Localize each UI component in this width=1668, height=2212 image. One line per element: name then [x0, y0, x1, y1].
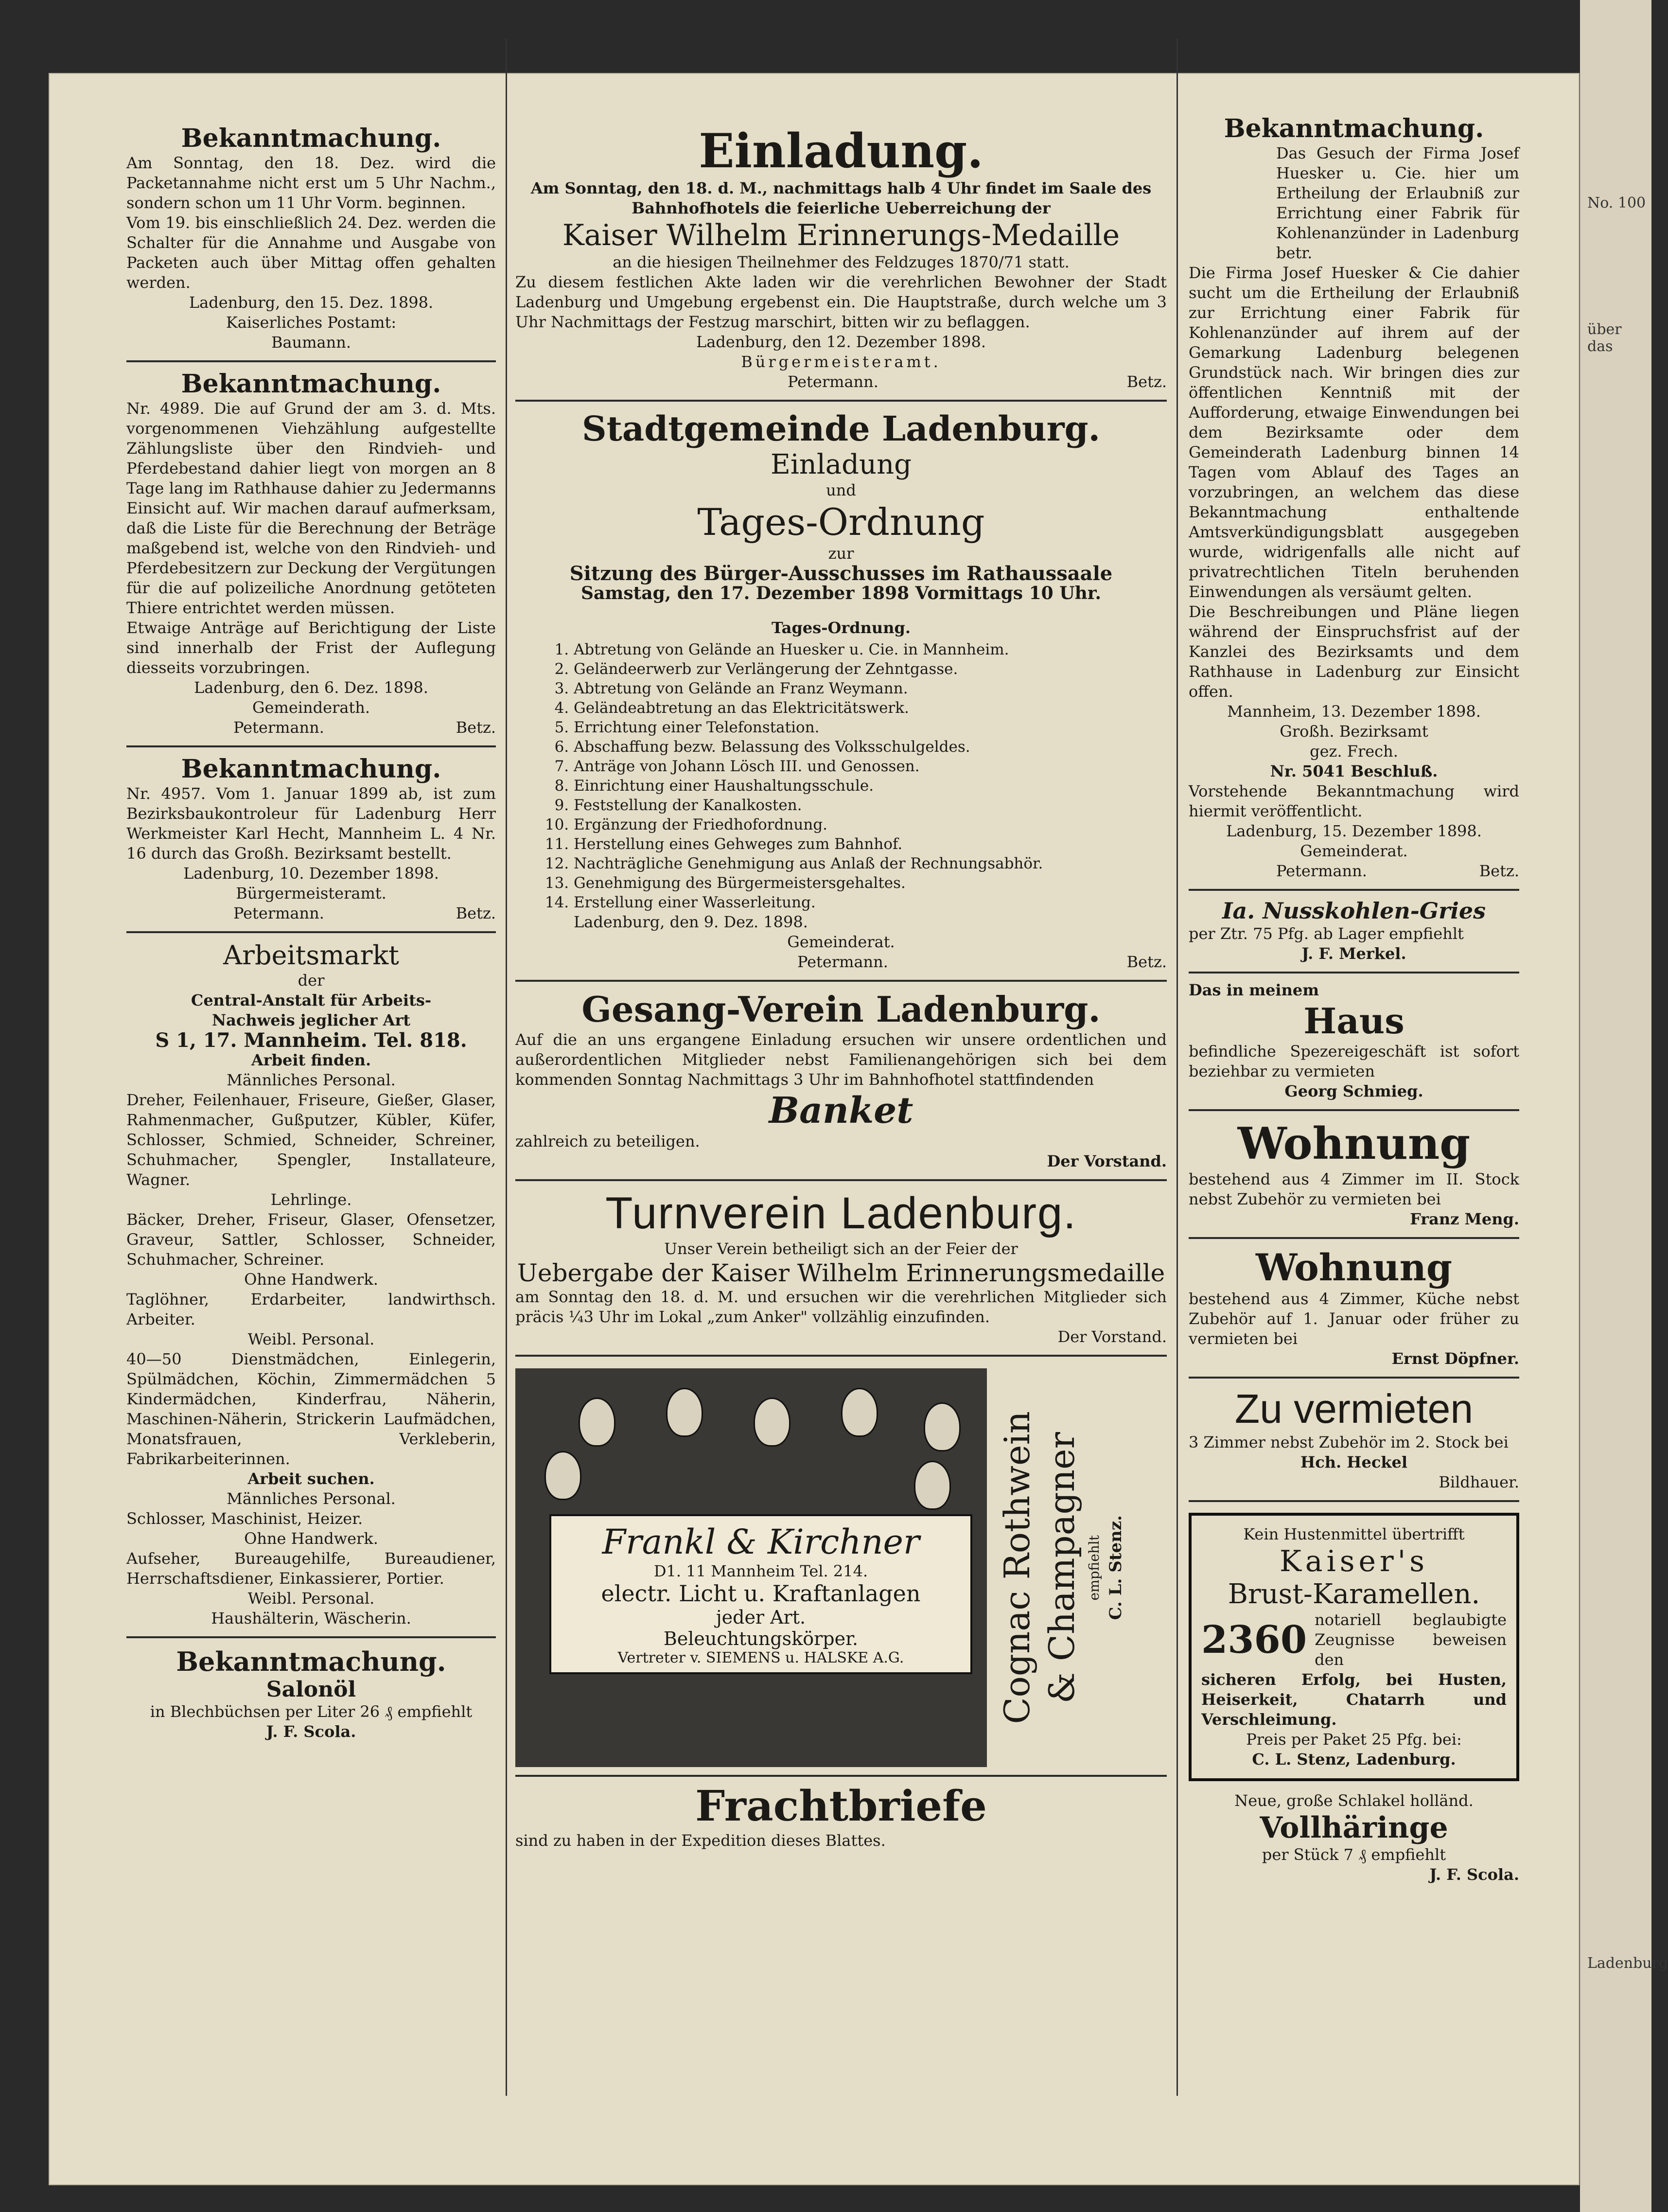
column-rule — [506, 39, 507, 2096]
agenda-list — [515, 640, 1167, 912]
light-bulb-icon — [579, 1398, 615, 1447]
invitation-text: Zu diesem festlichen Akte laden wir die verehrlichen Bewohner der Stadt Ladenburg und Umgebung ergebenst ein. Die Hauptstraße, durch welche um 3 Uhr Nachmittags der Festzug marschirt, bitten wir zu beflaggen. — [515, 273, 1167, 331]
agenda-item: 12. Nachträgliche Genehmigung aus Anlaß der Rechnungsabhör. — [574, 854, 1167, 873]
notice-text: Vom 19. bis einschließlich 24. Dez. werden die Schalter für die Annahme und Ausgabe von Packeten auch über Mittag offen gehalten werden. — [126, 213, 496, 292]
frankl-advert-sign — [549, 1514, 972, 1674]
coal-text: per Ztr. 75 Pfg. ab Lager empfiehlt — [1189, 924, 1464, 943]
house-text: befindliche Spezereigeschäft ist sofort beziehbar zu vermieten — [1189, 1042, 1519, 1080]
agenda-item: 14. Erstellung einer Wasserleitung. — [574, 893, 1167, 912]
product-name: Salonöl — [266, 1677, 356, 1702]
house-pre: Das in meinem — [1189, 981, 1319, 999]
herring-title: Vollhäringe — [1260, 1811, 1448, 1845]
cognac-line: empfiehlt — [1086, 1535, 1102, 1601]
labor-heading: Arbeit suchen. — [247, 1469, 375, 1488]
notice-title: Bekanntmachung. — [1224, 114, 1484, 143]
cough-line: Preis per Paket 25 Pfg. bei: — [1246, 1730, 1462, 1749]
notice-title: Bekanntmachung. — [181, 369, 441, 399]
light-bulb-icon — [544, 1451, 581, 1500]
labor-address: S 1, 17. Mannheim. Tel. 818. — [155, 1029, 467, 1052]
coal-advert — [1189, 891, 1519, 973]
cough-vendor: C. L. Stenz, Ladenburg. — [1252, 1750, 1456, 1769]
column-right — [1189, 107, 1519, 1885]
labor-list: Schlosser, Maschinist, Heizer. — [126, 1509, 363, 1528]
edge-issue-number: No. 100 — [1587, 195, 1646, 212]
invitation-place: Ladenburg, den 12. Dezember 1898. — [696, 333, 986, 351]
invitation-text: Am Sonntag, den 18. d. M., nachmittags halb 4 Uhr findet im Saale des Bahnhofhotels die feierliche Ueberreichung der — [530, 179, 1152, 217]
light-bulb-icon — [666, 1388, 703, 1437]
gym-signature: Der Vorstand. — [1057, 1327, 1167, 1346]
frankl-name: Frankl & Kirchner — [602, 1522, 920, 1562]
agenda-signature: Petermann. — [797, 953, 888, 971]
labor-sub: Central-Anstalt für Arbeits- — [191, 991, 432, 1009]
labor-market-title: Arbeitsmarkt — [223, 940, 399, 971]
agenda-main-title: Stadtgemeinde Ladenburg. — [582, 408, 1100, 449]
notice-place: Ladenburg, 15. Dezember 1898. — [1226, 822, 1482, 840]
gym-text: am Sonntag den 18. d. M. und ersuchen wir die verehrlichen Mitglieder sich präcis ¼3 Uhr im Lokal „zum Anker" vollzählig einzufinden. — [515, 1288, 1167, 1326]
waybill-title: Frachtbriefe — [695, 1782, 987, 1831]
notice-signature: Betz. — [456, 718, 496, 737]
agenda-item: 6. Abschaffung bezw. Belassung des Volksschulgeldes. — [574, 737, 1167, 757]
signature-row — [126, 718, 496, 738]
invitation-office: Bürgermeisteramt. — [741, 353, 941, 371]
labor-category: Weibl. Personal. — [247, 1589, 375, 1608]
notice-text: Vorstehende Bekanntmachung wird hiermit veröffentlicht. — [1189, 782, 1519, 820]
cough-line: Kein Hustenmittel übertrifft — [1243, 1525, 1465, 1543]
herring-pre: Neue, große Schlakel holländ. — [1234, 1791, 1474, 1810]
notice-office: Kaiserliches Postamt: — [226, 313, 397, 332]
notice-salon-oil — [126, 1638, 496, 1742]
gym-text: Unser Verein betheiligt sich an der Feier der — [664, 1239, 1018, 1258]
choir-club-notice — [515, 982, 1167, 1181]
agenda-office: Gemeinderat. — [787, 933, 895, 951]
notice-signature: Petermann. — [233, 904, 324, 922]
labor-market — [126, 933, 496, 1638]
agenda-line: Sitzung des Bürger-Ausschusses im Rathaussaale — [569, 562, 1113, 585]
agenda-line: zur — [828, 544, 854, 563]
light-bulb-icon — [914, 1461, 951, 1510]
frankl-address: D1. 11 Mannheim Tel. 214. — [653, 1562, 868, 1580]
notice-text: Die Beschreibungen und Pläne liegen während der Einspruchsfrist auf der Kanzlei des Bezirksamts und dem Rathhause in Ladenburg zur Einsicht offen. — [1189, 602, 1519, 701]
banquet-word: Banket — [769, 1090, 913, 1132]
agenda-line: Samstag, den 17. Dezember 1898 Vormittags 10 Uhr. — [580, 583, 1101, 603]
frankl-line: Beleuchtungskörper. — [663, 1628, 859, 1649]
agenda-item: 9. Feststellung der Kanalkosten. — [574, 796, 1167, 815]
agenda-line: Einladung — [771, 449, 912, 480]
frankl-line: jeder Art. — [716, 1607, 806, 1628]
light-bulb-icon — [924, 1402, 961, 1451]
coal-vendor: J. F. Merkel. — [1301, 944, 1406, 963]
gym-title: Turnverein Ladenburg. — [605, 1188, 1077, 1238]
cognac-line: & Champagner — [1041, 1432, 1082, 1704]
cough-line: sicheren Erfolg, bei Husten, Heiserkeit, Chatarrh und Verschleimung. — [1201, 1670, 1507, 1729]
frankl-line: electr. Licht u. Kraftanlagen — [601, 1580, 921, 1607]
apartment-title: Wohnung — [1237, 1118, 1471, 1169]
column-rule — [1176, 39, 1178, 2096]
notice-office: Bürgermeisteramt. — [236, 884, 386, 902]
frankl-advert-row — [515, 1368, 1167, 1767]
agenda-item: 8. Einrichtung einer Haushaltungsschule. — [574, 776, 1167, 796]
agenda-item: 7. Anträge von Johann Lösch III. und Genossen. — [574, 757, 1167, 776]
notice-text: Nr. 4957. Vom 1. Januar 1899 ab, ist zum Bezirksbaukontroleur für Ladenburg Herr Werkmeister Karl Hecht, Mannheim L. 4 Nr. 16 durch das Großh. Bezirksamt bestellt. — [126, 784, 496, 863]
rent-vendor-job: Bildhauer. — [1439, 1473, 1519, 1491]
apartment-advert-doepfner — [1189, 1239, 1519, 1379]
labor-list: Dreher, Feilenhauer, Friseure, Gießer, Glaser, Rahmenmacher, Gußputzer, Kübler, Küfer, Schlosser, Schmied, Schneider, Schreiner, Schuhmacher, Spengler, Installateure, Wagner. — [126, 1091, 496, 1189]
agenda-item: 10. Ergänzung der Friedhofordnung. — [574, 815, 1167, 834]
labor-list: Haushälterin, Wäscherin. — [211, 1609, 411, 1628]
labor-list: Aufseher, Bureaugehilfe, Bureaudiener, Herrschaftsdiener, Einkassierer, Portier. — [126, 1549, 496, 1588]
signature-row — [515, 372, 1167, 392]
agenda-item: 3. Abtretung von Gelände an Franz Weymann. — [574, 679, 1167, 698]
town-council-agenda — [515, 402, 1167, 982]
invitation-title: Einladung. — [699, 124, 983, 178]
notice-factory-permit — [1189, 107, 1519, 891]
cognac-line: Cognac Rothwein — [997, 1411, 1037, 1724]
agenda-item: 5. Errichtung einer Telefonstation. — [574, 718, 1167, 737]
notice-text: Etwaige Anträge auf Berichtigung der Liste sind innerhalb der Frist der Auflegung diesseits vorzubringen. — [126, 619, 496, 677]
product-vendor: J. F. Scola. — [266, 1722, 356, 1741]
labor-heading: Arbeit finden. — [251, 1051, 371, 1069]
cough-brand: Kaiser's — [1279, 1544, 1429, 1578]
notice-place: Ladenburg, 10. Dezember 1898. — [183, 864, 439, 883]
herring-vendor: J. F. Scola. — [1429, 1865, 1519, 1884]
invitation-signature: Petermann. — [788, 372, 878, 391]
notice-text: Die Firma Josef Huesker & Cie dahier sucht um die Ertheilung der Erlaubniß zur Errichtung einer Fabrik für Kohlenanzünder auf ihrem auf der Gemarkung Ladenburg belegenen Grundstück nach. Wir bringen dies zur öffentlichen Kenntniß mit der Aufforderung, etwaige Einwendungen bei dem Bezirksamte oder dem Gemeinderath Ladenburg binnen 14 Tagen vom Ablauf des Tages an vorzubringen, an welchem das diese Bekanntmachung enthaltende Amtsverkündigungsblatt ausgegeben wurde, widrigenfalls alle nicht auf privatrechtlichen Titeln beruhenden Einwendungen als versäumt gelten. — [1189, 264, 1519, 601]
cough-number: 2360 — [1201, 1618, 1307, 1662]
notice-office: Gemeinderat. — [1300, 842, 1408, 860]
notice-office: Gemeinderath. — [252, 698, 370, 717]
signature-row — [126, 903, 496, 923]
agenda-item: 4. Geländeabtretung an das Elektricitätswerk. — [574, 698, 1167, 718]
labor-category: Lehrlinge. — [270, 1190, 352, 1209]
notice-signature: Betz. — [1479, 862, 1519, 880]
light-bulb-icon — [754, 1398, 790, 1447]
notice-title: Bekanntmachung. — [181, 754, 441, 784]
agenda-line: und — [826, 481, 856, 499]
choir-text: zahlreich zu beteiligen. — [515, 1132, 700, 1150]
agenda-place: Ladenburg, den 9. Dez. 1898. — [574, 913, 808, 931]
rent-vendor: Hch. Heckel — [1300, 1453, 1408, 1471]
apartment-advert-meng — [1189, 1111, 1519, 1239]
coal-title: Ia. Nusskohlen-Gries — [1222, 898, 1486, 924]
invitation-text: an die hiesigen Theilnehmer des Feldzuges 1870/71 statt. — [613, 253, 1070, 271]
agenda-title: Tages-Ordnung. — [772, 619, 911, 637]
cough-testimony-row — [1201, 1610, 1507, 1670]
labor-list: 40—50 Dienstmädchen, Einlegerin, Spülmädchen, Köchin, Zimmermädchen 5 Kindermädchen, Kinderfrau, Näherin, Maschinen-Näherin, Strickerin Laufmädchen, Monatsfrauen, Verkleberin, Fabrikarbeiterinnen. — [126, 1350, 496, 1468]
notice-cattle-census — [126, 362, 496, 747]
choir-text: Auf die an uns ergangene Einladung ersuchen wir unsere ordentlichen und außerordentlichen Mitglieder nebst Familienangehörigen sich bei dem kommenden Sonntag Nachmittags 3 Uhr im Bahnhofhotel stattfindenden — [515, 1030, 1167, 1089]
waybill-advert — [515, 1775, 1167, 1851]
labor-category: Weibl. Personal. — [247, 1330, 375, 1348]
notice-building-inspector — [126, 747, 496, 933]
gym-club-notice — [515, 1181, 1167, 1357]
frankl-line: Vertreter v. SIEMENS u. HALSKE A.G. — [617, 1649, 904, 1666]
cough-product: Brust-Karamellen. — [1228, 1578, 1480, 1610]
house-advert — [1189, 973, 1519, 1111]
rent-title: Zu vermieten — [1234, 1386, 1474, 1432]
cough-line: notariell beglaubigte Zeugnisse beweisen den — [1315, 1610, 1507, 1669]
gym-subtitle: Uebergabe der Kaiser Wilhelm Erinnerungsmedaille — [517, 1259, 1165, 1287]
labor-category: Ohne Handwerk. — [244, 1270, 378, 1289]
notice-text: Das Gesuch der Firma Josef Huesker u. Cie. hier um Ertheilung der Erlaubniß zur Errichtung einer Fabrik für Kohlenanzünder in Ladenburg betr. — [1276, 144, 1519, 262]
herring-advert — [1189, 1781, 1519, 1885]
signature-row — [515, 952, 1167, 972]
notice-signature: Petermann. — [233, 718, 324, 737]
agenda-line: Tages-Ordnung — [697, 500, 985, 544]
agenda-item: 2. Geländeerwerb zur Verlängerung der Zehntgasse. — [574, 659, 1167, 679]
herring-text: per Stück 7 ₰ empfiehlt — [1262, 1845, 1446, 1864]
notice-signature: Betz. — [456, 904, 496, 922]
notice-title: Bekanntmachung. — [181, 124, 441, 153]
labor-list: Bäcker, Dreher, Friseur, Glaser, Ofensetzer, Graveur, Sattler, Schlosser, Schneider, Schuhmacher, Schreiner. — [126, 1210, 496, 1269]
labor-sub: Nachweis jeglicher Art — [211, 1011, 411, 1029]
agenda-signature: Betz. — [1126, 953, 1167, 971]
notice-place: Ladenburg, den 6. Dez. 1898. — [194, 678, 428, 697]
notice-title: Bekanntmachung. — [176, 1646, 446, 1677]
agenda-item: 1. Abtretung von Gelände an Huesker u. Cie. in Mannheim. — [574, 640, 1167, 659]
frankl-advert — [515, 1357, 1167, 1767]
apartment-vendor: Ernst Döpfner. — [1391, 1349, 1519, 1368]
edge-heading: über das — [1587, 321, 1622, 355]
apartment-vendor: Franz Meng. — [1410, 1210, 1519, 1228]
notice-text: Am Sonntag, den 18. Dez. wird die Packetannahme nicht erst um 5 Uhr Nachm., sondern schon um 11 Uhr Vorm. beginnen. — [126, 154, 496, 212]
choir-title: Gesang-Verein Ladenburg. — [581, 989, 1101, 1030]
cognac-vendor: C. L. Stenz. — [1106, 1515, 1125, 1620]
notice-place: Mannheim, 13. Dezember 1898. — [1227, 702, 1481, 721]
agenda-item: 13. Genehmigung des Bürgermeistersgehaltes. — [574, 873, 1167, 893]
frankl-advert-image — [515, 1368, 987, 1767]
house-title: Haus — [1303, 1000, 1405, 1042]
choir-signature: Der Vorstand. — [1047, 1152, 1167, 1170]
notice-signature: gez. Frech. — [1310, 742, 1398, 761]
apartment-text: bestehend aus 4 Zimmer im II. Stock nebst Zubehör zu vermieten bei — [1189, 1170, 1519, 1208]
notice-number: Nr. 5041 Beschluß. — [1270, 762, 1438, 780]
agenda-item: 11. Herstellung eines Gehweges zum Bahnhof. — [574, 834, 1167, 854]
labor-category: Ohne Handwerk. — [244, 1529, 378, 1548]
notice-post-office — [126, 117, 496, 362]
waybill-text: sind zu haben in der Expedition dieses Blattes. — [515, 1831, 886, 1850]
notice-office: Großh. Bezirksamt — [1280, 722, 1428, 741]
house-vendor: Georg Schmieg. — [1284, 1082, 1423, 1100]
labor-category: Männliches Personal. — [227, 1489, 396, 1508]
column-middle — [515, 117, 1167, 1851]
notice-signature: Baumann. — [271, 333, 351, 352]
invitation-medal — [515, 117, 1167, 402]
notice-place: Ladenburg, den 15. Dez. 1898. — [189, 293, 434, 312]
edge-place: Ladenburg — [1587, 1955, 1668, 1972]
cough-drops-advert — [1189, 1513, 1519, 1781]
labor-sub: der — [298, 971, 325, 990]
product-text: in Blechbüchsen per Liter 26 ₰ empfiehlt — [150, 1702, 473, 1721]
notice-text: Nr. 4989. Die auf Grund der am 3. d. Mts. vorgenommenen Viehzählung aufgestellte Zählungsliste über den Rindvieh- und Pferdebestand dahier liegt von morgen an 8 Tage lang im Rathhause dahier zu Jedermanns Einsicht auf. Wir machen darauf aufmerksam, daß die Liste für die Berechnung der Beträge maßgebend ist, welche von den Rindvieh- und Pferdebesitzern zur Deckung der Vergütungen für die auf polizeiliche Anordnung getöteten Thiere entrichtet werden müssen. — [126, 399, 496, 617]
notice-signature: Petermann. — [1276, 862, 1367, 880]
column-left — [126, 117, 496, 1742]
apartment-text: bestehend aus 4 Zimmer, Küche nebst Zubehör auf 1. Januar oder früher zu vermieten bei — [1189, 1290, 1519, 1348]
rent-text: 3 Zimmer nebst Zubehör im 2. Stock bei — [1189, 1433, 1509, 1451]
invitation-signature: Betz. — [1126, 372, 1167, 391]
cognac-advert — [997, 1368, 1125, 1767]
signature-row — [1189, 861, 1519, 881]
light-bulb-icon — [841, 1388, 878, 1437]
labor-category: Männliches Personal. — [227, 1071, 396, 1089]
apartment-title: Wohnung — [1255, 1246, 1452, 1289]
labor-list: Taglöhner, Erdarbeiter, landwirthsch. Arbeiter. — [126, 1290, 496, 1328]
medal-name: Kaiser Wilhelm Erinnerungs-Medaille — [562, 218, 1120, 252]
rent-advert-heckel — [1189, 1379, 1519, 1502]
